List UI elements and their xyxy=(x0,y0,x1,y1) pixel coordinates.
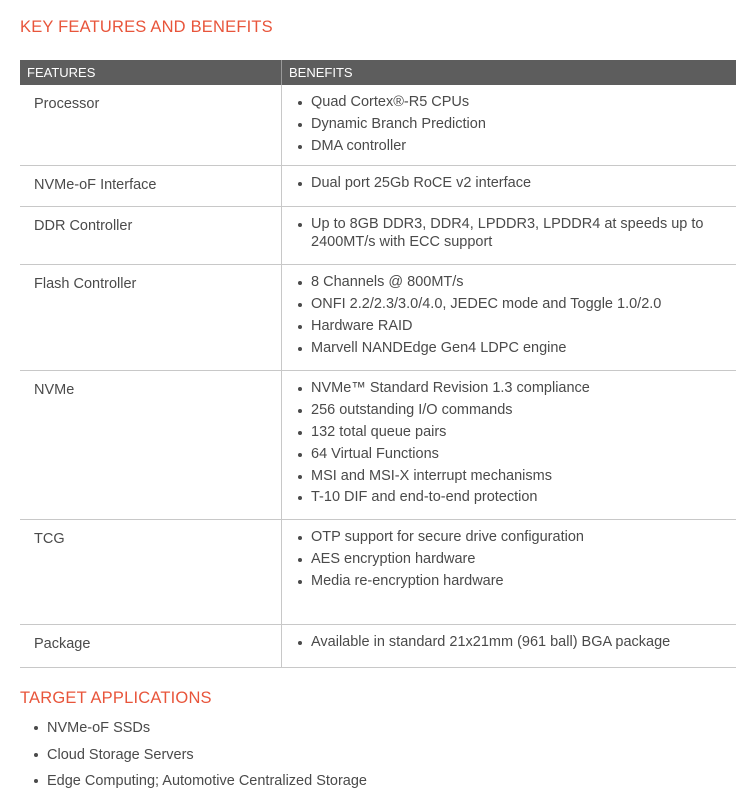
benefits-cell xyxy=(282,207,736,264)
benefit-item: DMA controller xyxy=(297,138,736,156)
feature-cell: Package xyxy=(20,625,282,667)
table-row xyxy=(20,207,736,265)
benefits-cell xyxy=(282,371,736,519)
table-row xyxy=(20,85,736,166)
benefit-item: NVMe™ Standard Revision 1.3 compliance xyxy=(297,380,736,398)
table-header xyxy=(20,60,736,85)
benefit-item: Dual port 25Gb RoCE v2 interface xyxy=(297,175,736,193)
benefits-list xyxy=(297,216,736,251)
feature-cell: Flash Controller xyxy=(20,265,282,370)
benefit-item: 64 Virtual Functions xyxy=(297,446,736,464)
table-body xyxy=(20,85,736,668)
target-applications-heading: TARGET APPLICATIONS xyxy=(20,689,212,707)
benefit-item: OTP support for secure drive configuration xyxy=(297,529,736,547)
key-features-heading: KEY FEATURES AND BENEFITS xyxy=(20,18,273,36)
benefit-item: 8 Channels @ 800MT/s xyxy=(297,274,736,292)
benefits-list xyxy=(297,274,736,357)
features-column-header: FEATURES xyxy=(20,60,282,85)
application-item: Edge Computing; Automotive Centralized Storage xyxy=(33,772,367,790)
benefits-cell xyxy=(282,520,736,624)
feature-cell: NVMe-oF Interface xyxy=(20,166,282,206)
benefits-list xyxy=(297,94,736,155)
features-table xyxy=(20,60,736,668)
benefits-cell xyxy=(282,166,736,206)
benefits-list xyxy=(297,380,736,507)
benefit-item: 132 total queue pairs xyxy=(297,424,736,442)
benefits-cell xyxy=(282,265,736,370)
feature-cell: Processor xyxy=(20,85,282,165)
table-row xyxy=(20,371,736,520)
benefit-item: Media re-encryption hardware xyxy=(297,573,736,591)
benefits-cell xyxy=(282,625,736,667)
benefit-item: ONFI 2.2/2.3/3.0/4.0, JEDEC mode and Toggle 1.0/2.0 xyxy=(297,296,736,314)
table-row xyxy=(20,625,736,668)
benefit-item: 256 outstanding I/O commands xyxy=(297,402,736,420)
benefit-item: Quad Cortex®-R5 CPUs xyxy=(297,94,736,112)
feature-cell: DDR Controller xyxy=(20,207,282,264)
target-applications-list xyxy=(33,719,367,799)
feature-cell: TCG xyxy=(20,520,282,624)
benefit-item: AES encryption hardware xyxy=(297,551,736,569)
benefit-item: Marvell NANDEdge Gen4 LDPC engine xyxy=(297,340,736,358)
benefit-item: T-10 DIF and end-to-end protection xyxy=(297,489,736,507)
benefits-list xyxy=(297,529,736,590)
benefit-item: Dynamic Branch Prediction xyxy=(297,116,736,134)
table-row xyxy=(20,265,736,371)
benefit-item: MSI and MSI-X interrupt mechanisms xyxy=(297,468,736,486)
benefits-column-header: BENEFITS xyxy=(289,65,353,80)
benefits-list xyxy=(297,175,736,193)
benefit-item: Up to 8GB DDR3, DDR4, LPDDR3, LPDDR4 at speeds up to 2400MT/s with ECC support xyxy=(297,216,736,251)
benefits-cell xyxy=(282,85,736,165)
benefit-item: Available in standard 21x21mm (961 ball) BGA package xyxy=(297,634,736,652)
table-row xyxy=(20,520,736,625)
feature-cell: NVMe xyxy=(20,371,282,519)
table-row xyxy=(20,166,736,207)
benefits-list xyxy=(297,634,736,652)
benefit-item: Hardware RAID xyxy=(297,318,736,336)
application-item: NVMe-oF SSDs xyxy=(33,719,367,737)
application-item: Cloud Storage Servers xyxy=(33,746,367,764)
